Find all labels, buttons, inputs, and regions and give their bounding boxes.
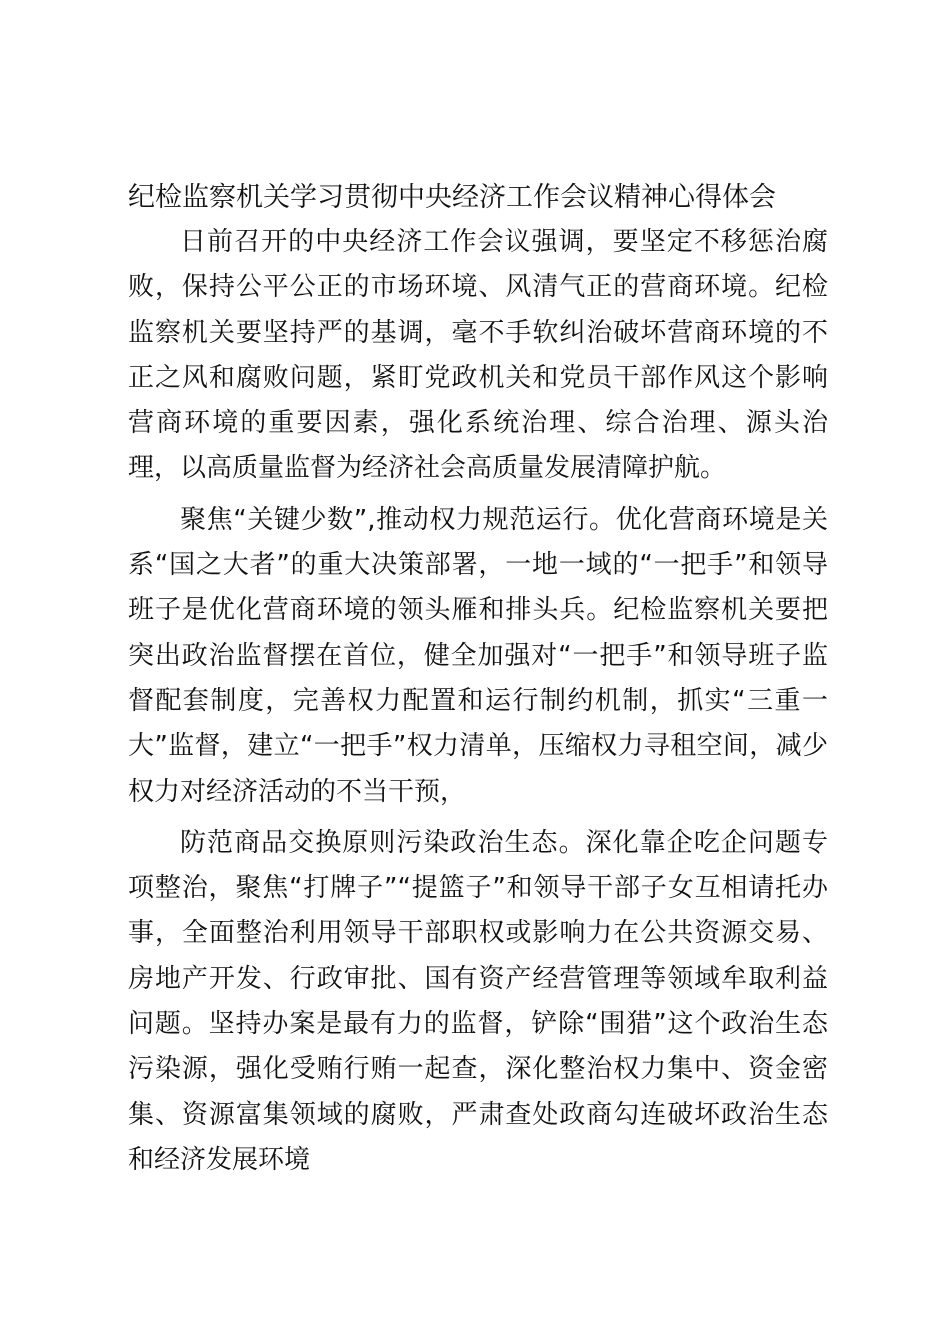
paragraph-key-minority: 聚焦“关键少数”,推动权力规范运行。优化营商环境是关系“国之大者”的重大决策部署，一地一域的“一把手”和领导班子是优化营商环境的领头雁和排头兵。纪检监察机关要把突出政治监督摆在首位，健全加强对“一把手”和领导班子监督配套制度，完善权力配置和运行制约机制，抓实“三重一大”监督，建立“一把手”权力清单，压缩权力寻租空间，减少权力对经济活动的不当干预， (128, 504, 828, 807)
paragraph-political-ecology: 防范商品交换原则污染政治生态。深化靠企吃企问题专项整治，聚焦“打牌子”“提篮子”和领导干部子女互相请托办事，全面整治利用领导干部职权或影响力在公共资源交易、房地产开发、行政审批、国有资产经营管理等领域牟取利益问题。坚持办案是最有力的监督，铲除“围猎”这个政治生态污染源，强化受贿行贿一起查，深化整治权力集中、资金密集、资源富集领域的腐败，严肃查处政商勾连破坏政治生态和经济发展环境 (128, 827, 828, 1175)
document-title: 纪检监察机关学习贯彻中央经济工作会议精神心得体会 (128, 182, 776, 213)
paragraph-intro: 日前召开的中央经济工作会议强调，要坚定不移惩治腐败，保持公平公正的市场环境、风清气正的营商环境。纪检监察机关要坚持严的基调，毫不手软纠治破坏营商环境的不正之风和腐败问题，紧盯党政机关和党员干部作风这个影响营商环境的重要因素，强化系统治理、综合治理、源头治理，以高质量监督为经济社会高质量发展清障护航。 (128, 227, 828, 484)
document-body (128, 220, 828, 1189)
